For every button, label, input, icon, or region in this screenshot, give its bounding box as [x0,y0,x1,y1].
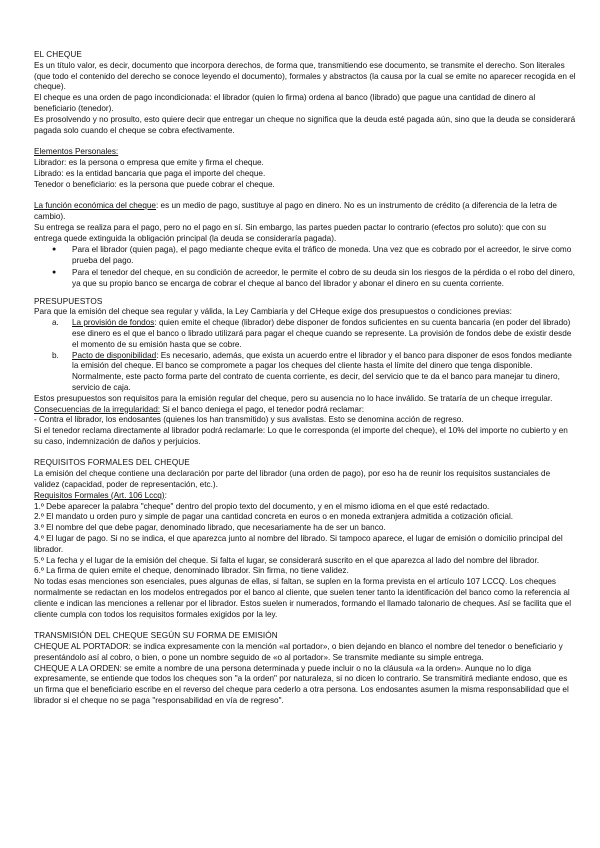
cheque-al-portador-paragraph: CHEQUE AL PORTADOR: se indica expresamente con la mención «al portador», o bien dejando en blanco el nombre del tenedor o beneficiario y presentándolo así al cobro, o bien, o pone un nombre seguido de «o al portador». Se transmite mediante su simple entrega. [34,642,563,662]
bullet-item: ● Para el librador (quien paga), el pago mediante cheque evita el tráfico de moneda. Una vez que es cobrado por el acreedor, le sirve como prueba del pago. [72,245,576,267]
requisito-item: 6.º La firma de quien emite el cheque, denominado librador. Sin firma, no tiene validez. [34,566,349,576]
requisito-item: 3.º El nombre del que debe pagar, denominado librado, que necesariamente ha de ser un banco. [34,523,386,533]
section-title-transmision: TRANSMISIÓN DEL CHEQUE SEGÚN SU FORMA DE EMISIÓN [34,631,278,641]
section-title-requisitos: REQUISITOS FORMALES DEL CHEQUE [34,458,190,468]
section-title-presupuestos: PRESUPUESTOS [34,296,103,306]
paragraph: Si el tenedor reclama directamente al librador podrá reclamarle: Lo que le corresponda (el importe del cheque), el 10% del importe no cubierto y en su caso, indemnización de daños y perjuicios. [34,426,568,446]
paragraph: El cheque es una orden de pago incondicionada: el librador (quien lo firma) ordena al banco (librado) que pague una cantidad de dinero al beneficiario (tenedor). [34,93,536,113]
paragraph: - Contra el librador, los endosantes (quienes los han transmitido) y sus avalistas. Esto se denomina acción de regreso. [34,415,464,425]
paragraph: La emisión del cheque contiene una declaración por parte del librador (una orden de pago), por eso ha de reunir los requisitos sustanciales de validez (capacidad, poder de representación, etc.). [34,469,551,490]
section-title-el-cheque: EL CHEQUE [34,50,82,59]
subheading-requisitos-formales: Requisitos Formales (Art. 106 Lccq): [34,490,167,500]
paragraph: No todas esas menciones son esenciales, pues algunas de ellas, si faltan, se suplen en la forma prevista en el artículo 107 LCCQ. Los cheques normalmente se redactan en los modelos entregados por el banco al cliente, que suelen tener tanto la identificación del banco como la referencia al cliente e indican las menciones a rellenar por el librador. Estos suelen ir numerados, formando el llamado talonario de cheques. Así se facilita que el cliente cumpla con todos los requisitos formales exigidos por la ley. [34,577,572,619]
paragraph: Su entrega se realiza para el pago, pero no el pago en sí. Sin embargo, las partes pueden pactar lo contrario (efectos pro soluto): que con su entrega quede extinguida la obligación principal (la deuda se consideraría pagada). [34,222,547,243]
funcion-economica-paragraph: La función económica del cheque: es un medio de pago, sustituye al pago en dinero. No es un instrumento de crédito (a diferencia de la letra de cambio). [34,201,557,221]
requisito-item: 2.º El mandato u orden puro y simple de pagar una cantidad concreta en euros o en moneda extranjera admitida a cotización oficial. [34,512,514,522]
funcion-bullet-list [34,245,576,289]
consecuencias-paragraph: Consecuencias de la irregularidad: Si el banco deniega el pago, el tenedor podrá reclamar: [34,404,364,414]
bullet-item: ● Para el tenedor del cheque, en su condición de acreedor, le permite el cobro de su deuda sin los riesgos de la pérdida o el robo del dinero, ya que su propio banco se encarga de cobrar el cheque al banco del librador y abonar el dinero en su cuenta corriente. [72,268,576,290]
requisito-item: 1.º Debe aparecer la palabra "cheque" dentro del propio texto del documento, y en el mismo idioma en el que esté redactado. [34,501,490,511]
funcion-economica-lead: La función económica del cheque [34,201,156,211]
requisito-item: 4.º El lugar de pago. Si no se indica, el que aparezca junto al nombre del librado. Si tampoco aparece, el lugar de emisión o domicilio principal del librador. [34,534,563,554]
list-item: b. Pacto de disponibilidad: Es necesario, además, que exista un acuerdo entre el librador y el banco para disponer de esos fondos mediante la emisión del cheque. El banco se compromete a pagar los cheques del cliente hasta el límite del dinero que tenga disponible. Normalmente, este pacto forma parte del contrato de cuenta corriente, es decir, del servicio que te da el banco para manejar tu dinero, servicio de caja. [52,350,572,392]
presupuestos-list [34,318,576,394]
elemento-line: Librado: es la entidad bancaria que paga el importe del cheque. [34,168,266,178]
list-item: a. La provisión de fondos: quien emite el cheque (librador) debe disponer de fondos suficientes en su cuenta bancaria (en poder del librado) ese dinero es el que el banco o librado utilizará para pagar el cheque cuando se represente. La provisión de fondos debe de existir desde el momento de su emisión hasta que se cobre. [52,318,572,349]
paragraph: Es prosolvendo y no prosulto, esto quiere decir que entregar un cheque no significa que la deuda esté pagada aún, sino que la deuda se considerará pagada solo cuando el cheque se cobra efectivamente. [34,114,576,135]
paragraph: Estos presupuestos son requisitos para la emisión regular del cheque, pero su ausencia no lo hace inválido. Se trataría de un cheque irregular. [34,393,553,403]
elemento-line: Tenedor o beneficiario: es la persona que puede cobrar el cheque. [34,179,275,189]
elemento-line: Librador: es la persona o empresa que emite y firma el cheque. [34,157,264,167]
cheque-a-la-orden-paragraph: CHEQUE A LA ORDEN: se emite a nombre de una persona determinada y puede incluir o no la cláusula «a la orden». Aunque no lo diga expresamente, se entiende que todos los cheques son "a la orden" por naturaleza, si no dicen lo contrario. Se transmitirá mediante endoso, que es un firma que el beneficiario escribe en el reverso del cheque para cederlo a otra persona. Los endosantes asumen la misma responsabilidad que el librador si el cheque no se paga "responsabilidad en vía de regreso". [34,663,569,706]
subheading-elementos-personales: Elementos Personales: [34,147,119,157]
paragraph: Es un título valor, es decir, documento que incorpora derechos, de forma que, transmitiendo ese documento, se transmite el derecho. Son literales (que todo el contenido del derecho se conoce leyendo el documento), formales y abstractos (la causa por la cual se emite no aparecer recogida en el cheque). [34,60,576,92]
paragraph: Para que la emisión del cheque sea regular y válida, la Ley Cambiaria y del CHeque exige dos presupuestos o condiciones previas: [34,307,512,317]
requisito-item: 5.º La fecha y el lugar de la emisión del cheque. Si falta el lugar, se considerará suscrito en el que aparezca al lado del nombre del librador. [34,555,540,565]
